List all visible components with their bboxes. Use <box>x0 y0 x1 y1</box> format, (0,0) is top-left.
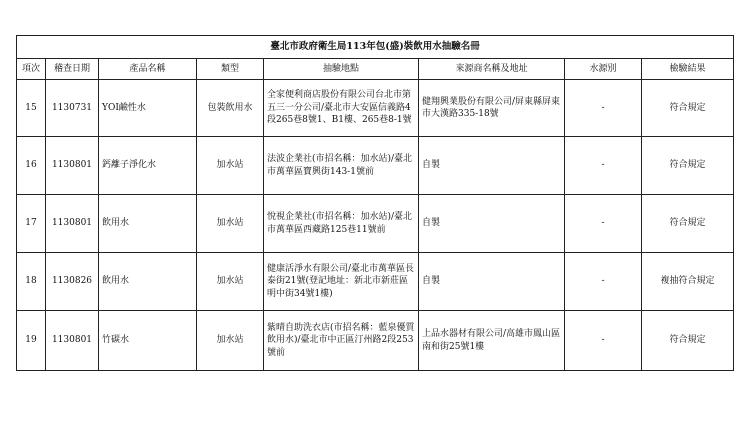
cell-result: 符合規定 <box>642 195 734 253</box>
cell-location: 法波企業社(市招名稱：加水站)/臺北市萬華區寶興街143-1號前 <box>264 137 419 195</box>
header-cell-source: 來源商名稱及地址 <box>419 59 565 80</box>
cell-type: 加水站 <box>197 253 264 311</box>
header-cell-result: 檢驗結果 <box>642 59 734 80</box>
cell-product: 飲用水 <box>99 195 197 253</box>
table-title: 臺北市政府衛生局113年包(盛)裝飲用水抽驗名冊 <box>17 36 734 59</box>
cell-water: - <box>565 195 642 253</box>
header-cell-product: 產品名稱 <box>99 59 197 80</box>
cell-no: 18 <box>17 253 46 311</box>
table-row <box>17 137 734 195</box>
header-row <box>17 59 734 80</box>
cell-result: 符合規定 <box>642 311 734 371</box>
inspection-list-sheet <box>16 35 733 371</box>
cell-product: YOI鹼性水 <box>99 80 197 137</box>
cell-type: 包裝飲用水 <box>197 80 264 137</box>
cell-water: - <box>565 253 642 311</box>
header-cell-type: 類型 <box>197 59 264 80</box>
cell-date: 1130801 <box>46 311 99 371</box>
cell-date: 1130731 <box>46 80 99 137</box>
cell-no: 16 <box>17 137 46 195</box>
header-cell-date: 稽查日期 <box>46 59 99 80</box>
header-cell-location: 抽驗地點 <box>264 59 419 80</box>
header-cell-no: 項次 <box>17 59 46 80</box>
cell-source: 自製 <box>419 195 565 253</box>
cell-water: - <box>565 137 642 195</box>
table-row <box>17 195 734 253</box>
cell-location: 健康活淨水有限公司/臺北市萬華區長泰街21號(登記地址：新北市新莊區明中街34號1樓) <box>264 253 419 311</box>
cell-no: 15 <box>17 80 46 137</box>
cell-location: 紫晴自助洗衣店(市招名稱：藍泉優質飲用水)/臺北市中正區汀州路2段253號前 <box>264 311 419 371</box>
cell-type: 加水站 <box>197 311 264 371</box>
header-cell-water: 水源別 <box>565 59 642 80</box>
cell-result: 複抽符合規定 <box>642 253 734 311</box>
table-row <box>17 253 734 311</box>
cell-water: - <box>565 80 642 137</box>
inspection-table <box>16 35 734 371</box>
cell-source: 健翔興業股份有限公司/屏東縣屏東市大漢路335-18號 <box>419 80 565 137</box>
cell-source: 自製 <box>419 253 565 311</box>
cell-product: 竹碳水 <box>99 311 197 371</box>
table-row <box>17 80 734 137</box>
cell-product: 飲用水 <box>99 253 197 311</box>
cell-source: 上品水器材有限公司/高雄市鳳山區南和街25號1樓 <box>419 311 565 371</box>
cell-location: 悅視企業社(市招名稱：加水站)/臺北市萬華區西藏路125巷11號前 <box>264 195 419 253</box>
table-row <box>17 311 734 371</box>
cell-date: 1130801 <box>46 195 99 253</box>
cell-no: 19 <box>17 311 46 371</box>
cell-no: 17 <box>17 195 46 253</box>
cell-source: 自製 <box>419 137 565 195</box>
cell-product: 鈣離子淨化水 <box>99 137 197 195</box>
cell-result: 符合規定 <box>642 137 734 195</box>
cell-type: 加水站 <box>197 195 264 253</box>
cell-water: - <box>565 311 642 371</box>
cell-date: 1130801 <box>46 137 99 195</box>
cell-result: 符合規定 <box>642 80 734 137</box>
cell-type: 加水站 <box>197 137 264 195</box>
cell-location: 全家便利商店股份有限公司台北市第五三一分公司/臺北市大安區信義路4段265巷8號1、B1樓、265巷8-1號 <box>264 80 419 137</box>
cell-date: 1130826 <box>46 253 99 311</box>
